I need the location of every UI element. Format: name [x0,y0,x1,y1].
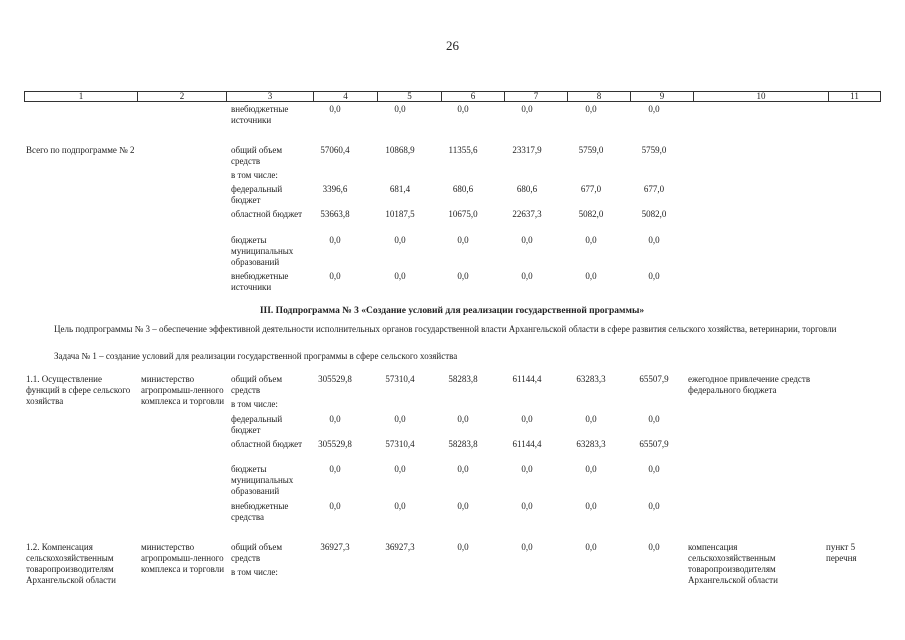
value-cell: 0,0 [648,271,660,281]
value-cell: 63283,3 [576,374,606,384]
value-cell: 58283,8 [448,439,478,449]
measure-executor: министерство агропромыш-ленного комплекса и торговли [141,374,225,406]
measure-executor: министерство агропромыш-ленного комплекса и торговли [141,542,225,574]
value-cell: 0,0 [457,464,469,474]
column-header: 8 [568,92,631,102]
value-cell: 0,0 [585,542,597,552]
value-cell: 5759,0 [578,145,604,155]
value-cell: 0,0 [394,464,406,474]
column-header: 2 [138,92,227,102]
value-cell: 5759,0 [641,145,667,155]
row-label: в том числе: [231,567,278,577]
value-cell: 0,0 [648,501,660,511]
value-cell: 53663,8 [320,209,350,219]
value-cell: 36927,3 [385,542,415,552]
row-label: областной бюджет [231,439,303,449]
value-cell: 0,0 [648,235,660,245]
column-header: 5 [378,92,442,102]
value-cell: 0,0 [521,464,533,474]
value-cell: 10868,9 [385,145,415,155]
value-cell: 11355,6 [448,145,478,155]
value-cell: 0,0 [457,542,469,552]
value-cell: 681,4 [389,184,411,194]
value-cell: 0,0 [585,414,597,424]
value-cell: 0,0 [394,414,406,424]
value-cell: 63283,3 [576,439,606,449]
column-header: 7 [505,92,568,102]
value-cell: 0,0 [394,235,406,245]
value-cell: 57310,4 [385,374,415,384]
value-cell: 677,0 [643,184,665,194]
column-header-table [24,91,881,102]
row-label: бюджеты муниципальных образований [231,235,294,267]
value-cell: 36927,3 [320,542,350,552]
section-heading: III. Подпрограмма № 3 «Создание условий для реализации государственной программы» [259,306,645,316]
value-cell: 0,0 [585,464,597,474]
column-header: 4 [314,92,378,102]
value-cell: 0,0 [394,104,406,114]
column-header: 6 [442,92,505,102]
value-cell: 677,0 [580,184,602,194]
value-cell: 10187,5 [385,209,415,219]
measure-link: пункт 5 перечня [826,542,857,563]
value-cell: 22637,3 [512,209,542,219]
value-cell: 65507,9 [639,439,669,449]
row-label: бюджеты муниципальных образований [231,464,294,496]
column-header: 9 [631,92,694,102]
row-label: в том числе: [231,170,278,180]
row-label: областной бюджет [231,209,303,219]
value-cell: 0,0 [521,104,533,114]
measure-result: компенсация сельскохозяйственным товаропроизводителям Архангельской области [688,542,778,585]
value-cell: 0,0 [521,271,533,281]
value-cell: 0,0 [585,271,597,281]
value-cell: 0,0 [329,501,341,511]
value-cell: 57310,4 [385,439,415,449]
task-paragraph: Задача № 1 – создание условий для реализации государственной программы в сфере сельского хозяйства [54,351,458,361]
value-cell: 680,6 [452,184,474,194]
value-cell: 58283,8 [448,374,478,384]
value-cell: 0,0 [329,271,341,281]
value-cell: 0,0 [394,271,406,281]
column-header: 11 [829,92,881,102]
value-cell: 0,0 [648,542,660,552]
row-label: внебюджетные источники [231,271,289,292]
value-cell: 305529,8 [318,374,352,384]
value-cell: 3396,6 [322,184,348,194]
measure-result: ежегодное привлечение средств федерального бюджета [688,374,811,395]
value-cell: 305529,8 [318,439,352,449]
row-label: внебюджетные средства [231,501,289,522]
column-header: 1 [25,92,138,102]
row-label: общий объем средств [231,542,283,563]
row-label: общий объем средств [231,145,283,166]
value-cell: 0,0 [394,501,406,511]
value-cell: 680,6 [516,184,538,194]
total-label: Всего по подпрограмме № 2 [26,145,135,155]
value-cell: 61144,4 [512,439,542,449]
value-cell: 0,0 [329,414,341,424]
value-cell: 0,0 [457,501,469,511]
column-header: 10 [694,92,829,102]
value-cell: 57060,4 [320,145,350,155]
value-cell: 0,0 [521,542,533,552]
value-cell: 5082,0 [641,209,667,219]
value-cell: 0,0 [585,104,597,114]
value-cell: 0,0 [457,271,469,281]
measure-name: 1.1. Осуществление функций в сфере сельского хозяйства [26,374,131,406]
value-cell: 0,0 [585,501,597,511]
row-label: федеральный бюджет [231,414,283,435]
value-cell: 0,0 [329,104,341,114]
value-cell: 0,0 [521,235,533,245]
column-header: 3 [227,92,314,102]
value-cell: 10675,0 [448,209,478,219]
row-label: внебюджетные источники [231,104,289,125]
value-cell: 0,0 [329,464,341,474]
row-label: в том числе: [231,399,278,409]
row-label: федеральный бюджет [231,184,283,205]
value-cell: 0,0 [521,414,533,424]
value-cell: 0,0 [457,104,469,114]
value-cell: 61144,4 [512,374,542,384]
value-cell: 0,0 [648,104,660,114]
measure-name: 1.2. Компенсация сельскохозяйственным товаропроизводителям Архангельской области [26,542,116,585]
value-cell: 0,0 [648,464,660,474]
value-cell: 23317,9 [512,145,542,155]
value-cell: 0,0 [585,235,597,245]
page-number: 26 [446,38,459,53]
value-cell: 0,0 [457,414,469,424]
value-cell: 65507,9 [639,374,669,384]
row-label: общий объем средств [231,374,283,395]
value-cell: 0,0 [521,501,533,511]
value-cell: 0,0 [329,235,341,245]
value-cell: 5082,0 [578,209,604,219]
goal-paragraph: Цель подпрограммы № 3 – обеспечение эффективной деятельности исполнительных органов государственной власти Архангельской области в сфере развития сельского хозяйства, ветеринарии, торговли [54,324,837,334]
value-cell: 0,0 [648,414,660,424]
value-cell: 0,0 [457,235,469,245]
